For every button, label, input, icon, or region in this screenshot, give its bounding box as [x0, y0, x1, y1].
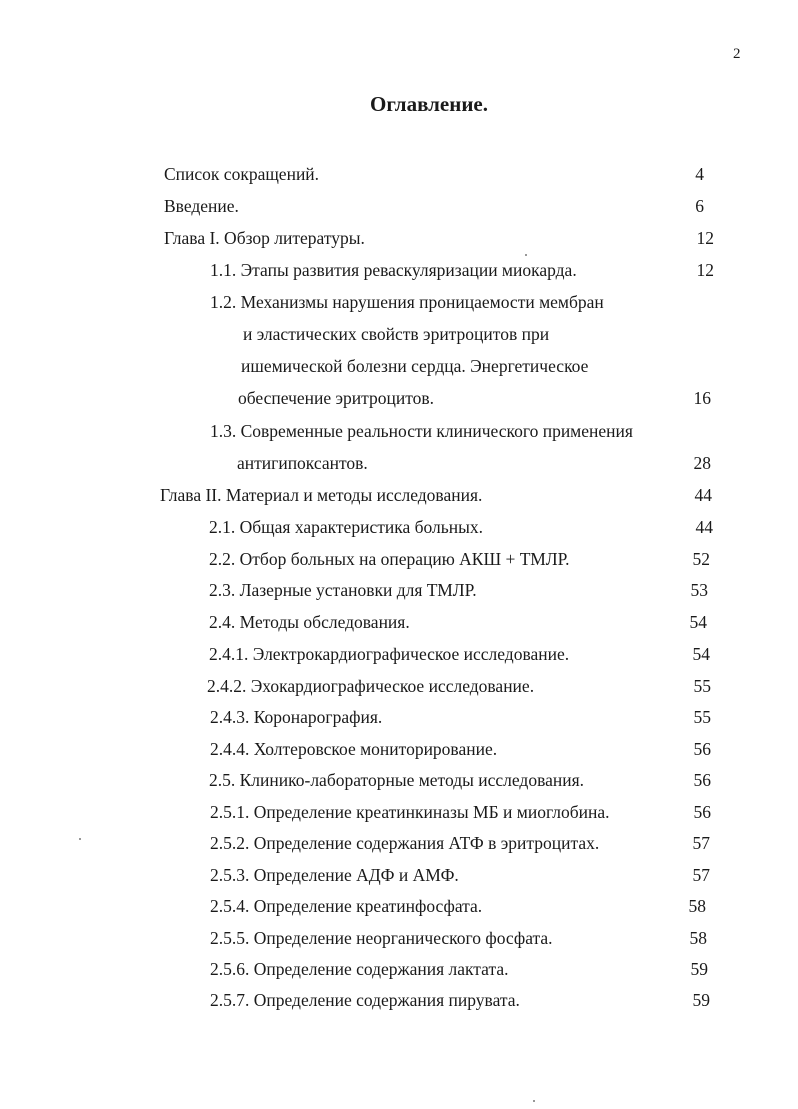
toc-entry-text: 2.1. Общая характеристика больных.: [209, 517, 483, 537]
toc-entry-text: и эластических свойств эритроцитов при: [243, 324, 550, 344]
toc-entry-text: 2.4.4. Холтеровское мониторирование.: [210, 739, 498, 759]
toc-entry-text: 2.4. Методы обследования.: [209, 612, 410, 632]
toc-entry-text: 2.5. Клинико-лабораторные методы исследования.: [209, 770, 585, 790]
toc-entry-text: 2.5.2. Определение содержания АТФ в эритроцитах.: [210, 833, 600, 853]
scan-speck: [533, 1100, 535, 1102]
toc-entry-page: 56: [693, 770, 711, 790]
toc-entry-text: ишемической болезни сердца. Энергетическое: [241, 356, 589, 376]
toc-entry-page: 56: [693, 802, 711, 822]
toc-entry-page: 59: [692, 990, 710, 1010]
toc-entry-page: 56: [693, 739, 711, 759]
toc-entry-page: 16: [693, 388, 711, 408]
toc-entry-text: 2.5.3. Определение АДФ и АМФ.: [210, 865, 459, 885]
toc-entry-text: 2.5.7. Определение содержания пирувата.: [210, 990, 520, 1010]
toc-entry-page: 44: [695, 517, 713, 537]
toc-entry-text: 1.2. Механизмы нарушения проницаемости мембран: [210, 292, 604, 312]
toc-entry-page: 52: [692, 549, 710, 569]
toc-entry-page: 57: [692, 833, 710, 853]
toc-entry-page: 55: [693, 676, 711, 696]
scan-speck: [79, 838, 81, 840]
scan-speck: [525, 254, 527, 256]
toc-entry-page: 57: [692, 865, 710, 885]
toc-entry-page: 53: [690, 580, 708, 600]
toc-entry-page: 55: [693, 707, 711, 727]
toc-entry-text: Список сокращений.: [164, 164, 320, 184]
toc-entry-text: антигипоксантов.: [237, 453, 368, 473]
toc-entry-text: Введение.: [164, 196, 239, 216]
page-title: Оглавление.: [369, 92, 489, 116]
toc-entry-text: 2.4.2. Эхокардиографическое исследование.: [207, 676, 535, 696]
page-number: 2: [733, 46, 741, 62]
toc-entry-text: 1.3. Современные реальности клинического применения: [210, 421, 633, 441]
toc-entry-page: 12: [696, 228, 714, 248]
toc-entry-text: 2.5.4. Определение креатинфосфата.: [210, 896, 483, 916]
toc-entry-text: 2.5.5. Определение неорганического фосфата.: [210, 928, 553, 948]
toc-entry-text: 2.5.6. Определение содержания лактата.: [210, 959, 509, 979]
toc-entry-page: 54: [689, 612, 707, 632]
toc-entry-text: Глава II. Материал и методы исследования.: [160, 485, 483, 505]
toc-entry-page: 58: [688, 896, 706, 916]
toc-entry-page: 28: [693, 453, 711, 473]
toc-entry-page: 44: [694, 485, 712, 505]
toc-entry-page: 59: [690, 959, 708, 979]
toc-entry-text: 2.4.3. Коронарография.: [210, 707, 383, 727]
toc-entry-text: 2.3. Лазерные установки для ТМЛР.: [209, 580, 477, 600]
toc-entry-page: 6: [695, 196, 704, 216]
toc-entry-text: 2.4.1. Электрокардиографическое исследование.: [209, 644, 570, 664]
toc-entry-page: 4: [695, 164, 704, 184]
toc-entry-page: 58: [689, 928, 707, 948]
toc-entry-page: 54: [692, 644, 710, 664]
toc-entry-page: 12: [696, 260, 714, 280]
toc-entry-text: Глава I. Обзор литературы.: [164, 228, 365, 248]
toc-entry-text: 1.1. Этапы развития реваскуляризации миокарда.: [210, 260, 577, 280]
toc-entry-text: 2.5.1. Определение креатинкиназы МБ и миоглобина.: [210, 802, 610, 822]
toc-entry-text: 2.2. Отбор больных на операцию АКШ + ТМЛР.: [209, 549, 570, 569]
toc-entry-text: обеспечение эритроцитов.: [238, 388, 435, 408]
